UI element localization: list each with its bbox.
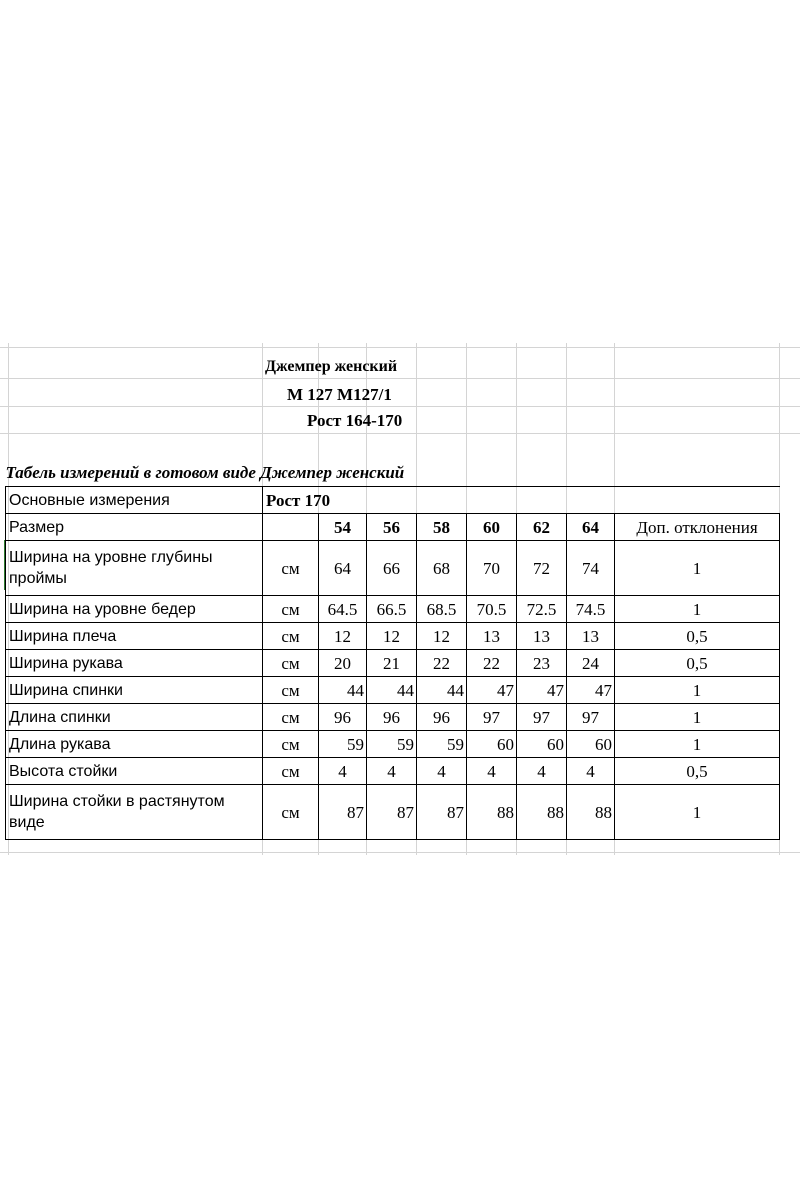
- value-cell: 96: [319, 704, 367, 731]
- unit-cell: см: [263, 623, 319, 650]
- model-number: М 127 М127/1: [287, 385, 392, 404]
- measure-label: Длина рукава: [6, 731, 263, 758]
- value-cell: 12: [319, 623, 367, 650]
- size-header: 62: [517, 514, 567, 541]
- value-cell: 4: [467, 758, 517, 785]
- value-cell: 21: [367, 650, 417, 677]
- unit-cell: см: [263, 785, 319, 840]
- value-cell: 70: [467, 541, 517, 596]
- value-cell: 47: [567, 677, 615, 704]
- grid-line: [0, 406, 800, 407]
- basic-measurements-label: Основные измерения: [6, 487, 263, 514]
- deviation-cell: 0,5: [615, 623, 780, 650]
- value-cell: 20: [319, 650, 367, 677]
- unit-cell: см: [263, 758, 319, 785]
- measure-label: Высота стойки: [6, 758, 263, 785]
- value-cell: 4: [517, 758, 567, 785]
- value-cell: 87: [417, 785, 467, 840]
- value-cell: 87: [367, 785, 417, 840]
- unit-cell: см: [263, 704, 319, 731]
- unit-cell: см: [263, 677, 319, 704]
- deviation-cell: 1: [615, 677, 780, 704]
- value-cell: 72: [517, 541, 567, 596]
- grid-line: [0, 852, 800, 853]
- value-cell: 88: [517, 785, 567, 840]
- table-row: [6, 677, 780, 704]
- value-cell: 23: [517, 650, 567, 677]
- size-header: 60: [467, 514, 517, 541]
- value-cell: 22: [467, 650, 517, 677]
- value-cell: 13: [567, 623, 615, 650]
- size-header: 56: [367, 514, 417, 541]
- unit-cell: см: [263, 541, 319, 596]
- value-cell: 44: [417, 677, 467, 704]
- value-cell: 47: [467, 677, 517, 704]
- height-range: Рост 164-170: [307, 411, 403, 430]
- deviation-cell: 1: [615, 596, 780, 623]
- table-header-row: [6, 514, 780, 541]
- value-cell: 12: [367, 623, 417, 650]
- value-cell: 64: [319, 541, 367, 596]
- value-cell: 74: [567, 541, 615, 596]
- value-cell: 96: [417, 704, 467, 731]
- value-cell: 22: [417, 650, 467, 677]
- measure-label: Ширина плеча: [6, 623, 263, 650]
- value-cell: 4: [417, 758, 467, 785]
- growth-label: Рост 170: [263, 487, 780, 514]
- grid-line: [0, 347, 800, 348]
- measure-label: Ширина на уровне бедер: [6, 596, 263, 623]
- value-cell: 12: [417, 623, 467, 650]
- value-cell: 97: [467, 704, 517, 731]
- value-cell: 44: [367, 677, 417, 704]
- table-row: [6, 541, 780, 596]
- value-cell: 13: [517, 623, 567, 650]
- value-cell: 4: [567, 758, 615, 785]
- value-cell: 70.5: [467, 596, 517, 623]
- table-row: [6, 731, 780, 758]
- size-label: Размер: [6, 514, 263, 541]
- table-caption: Табель измерений в готовом виде Джемпер женский: [6, 458, 780, 487]
- deviation-header: Доп. отклонения: [615, 514, 780, 541]
- measure-label: Длина спинки: [6, 704, 263, 731]
- value-cell: 96: [367, 704, 417, 731]
- value-cell: 4: [367, 758, 417, 785]
- table-row: [6, 758, 780, 785]
- value-cell: 66: [367, 541, 417, 596]
- value-cell: 60: [517, 731, 567, 758]
- value-cell: 47: [517, 677, 567, 704]
- value-cell: 60: [467, 731, 517, 758]
- unit-cell: см: [263, 731, 319, 758]
- value-cell: 88: [567, 785, 615, 840]
- value-cell: 68.5: [417, 596, 467, 623]
- value-cell: 97: [517, 704, 567, 731]
- value-cell: 66.5: [367, 596, 417, 623]
- deviation-cell: 1: [615, 731, 780, 758]
- measure-label: Ширина спинки: [6, 677, 263, 704]
- value-cell: 74.5: [567, 596, 615, 623]
- value-cell: 59: [367, 731, 417, 758]
- size-header: 54: [319, 514, 367, 541]
- value-cell: 4: [319, 758, 367, 785]
- deviation-cell: 0,5: [615, 758, 780, 785]
- table-row: [6, 623, 780, 650]
- value-cell: 68: [417, 541, 467, 596]
- value-cell: 64.5: [319, 596, 367, 623]
- measure-label: Ширина рукава: [6, 650, 263, 677]
- measurements-table: [5, 458, 780, 840]
- value-cell: 59: [417, 731, 467, 758]
- measure-label: Ширина на уровне глубины проймы: [6, 541, 263, 596]
- value-cell: 97: [567, 704, 615, 731]
- value-cell: 13: [467, 623, 517, 650]
- deviation-cell: 0,5: [615, 650, 780, 677]
- value-cell: 60: [567, 731, 615, 758]
- table-row: [6, 596, 780, 623]
- deviation-cell: 1: [615, 785, 780, 840]
- unit-cell: см: [263, 650, 319, 677]
- deviation-cell: 1: [615, 704, 780, 731]
- table-row: [6, 785, 780, 840]
- value-cell: 44: [319, 677, 367, 704]
- table-row: [6, 650, 780, 677]
- unit-cell: см: [263, 596, 319, 623]
- size-header: 58: [417, 514, 467, 541]
- empty-cell: [263, 514, 319, 541]
- value-cell: 59: [319, 731, 367, 758]
- value-cell: 72.5: [517, 596, 567, 623]
- grid-line: [0, 378, 800, 379]
- value-cell: 87: [319, 785, 367, 840]
- grid-line: [0, 433, 800, 434]
- size-header: 64: [567, 514, 615, 541]
- table-row: [6, 487, 780, 514]
- measure-label: Ширина стойки в растянутом виде: [6, 785, 263, 840]
- table-row: [6, 704, 780, 731]
- value-cell: 24: [567, 650, 615, 677]
- product-title: Джемпер женский: [265, 358, 398, 375]
- deviation-cell: 1: [615, 541, 780, 596]
- value-cell: 88: [467, 785, 517, 840]
